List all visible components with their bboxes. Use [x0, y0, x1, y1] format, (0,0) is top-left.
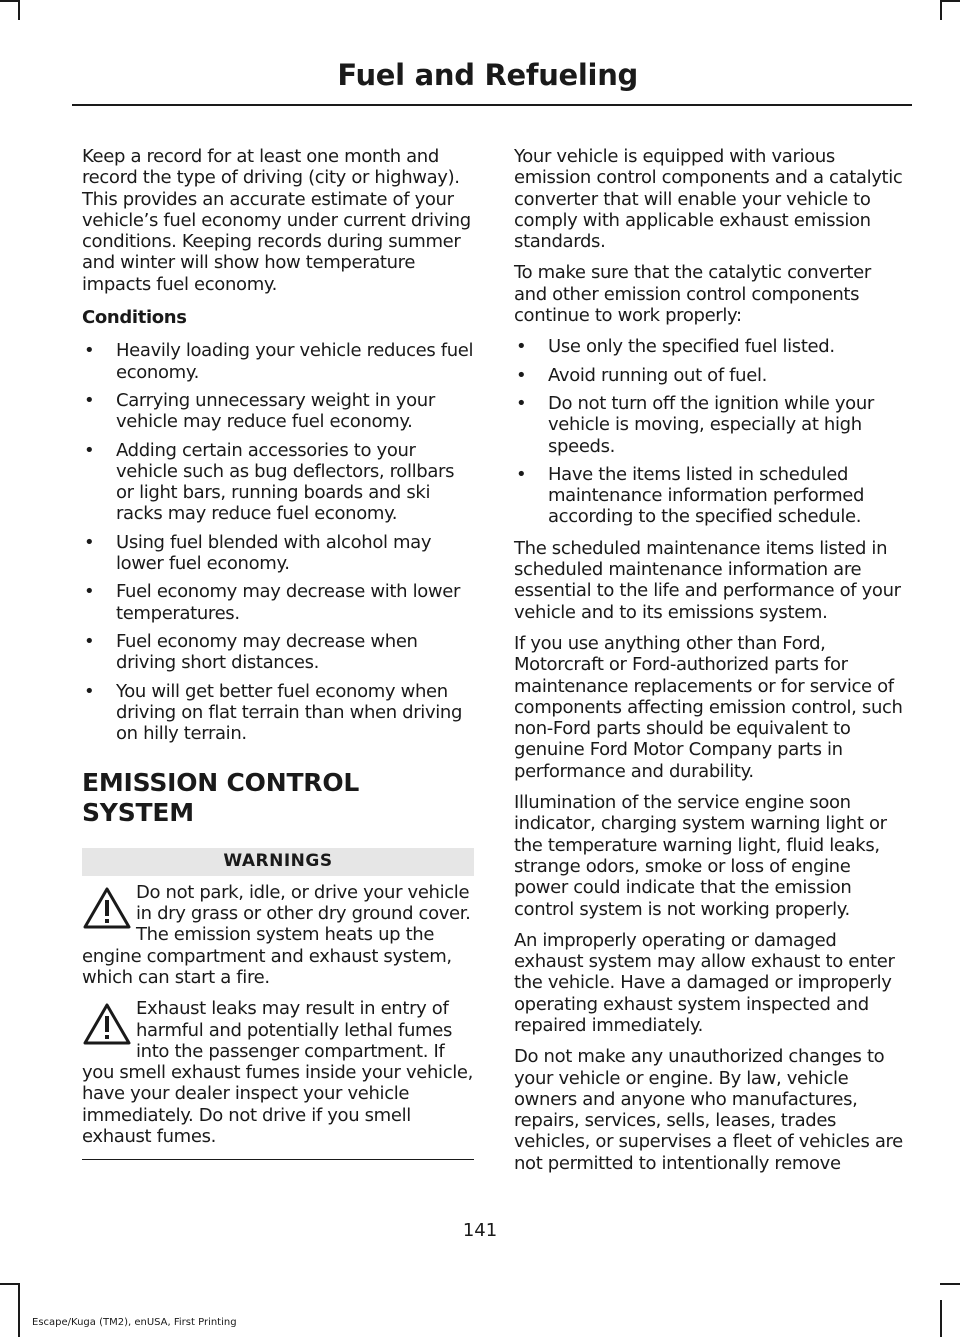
paragraph: If you use anything other than Ford, Motorcraft or Ford-authorized parts for maintenance replacements or for service of components affecting emission control, such non-Ford parts should be equivalent to genuine Ford Motor Company parts in performance and durability.: [514, 632, 903, 782]
intro-paragraph: Keep a record for at least one month and record the type of driving (city or highway). This provides an accurate estimate of your vehicle’s fuel economy under current driving conditions. Keeping records during summer and winter will show how temperature impacts fuel economy.: [82, 146, 471, 295]
list-item: • Using fuel blended with alcohol may lower fuel economy.: [82, 532, 474, 575]
warnings-heading: WARNINGS: [82, 848, 474, 875]
crop-mark-bottom-right: [940, 1283, 960, 1285]
paragraph: The scheduled maintenance items listed in scheduled maintenance information are essential to the life and performance of your vehicle and to its emissions system.: [514, 537, 901, 623]
list-item: • Fuel economy may decrease with lower temperatures.: [82, 581, 474, 624]
warning-triangle-icon: [82, 886, 132, 930]
header-rule: [72, 104, 912, 106]
list-item: • Avoid running out of fuel.: [514, 365, 906, 386]
paragraph: Do not make any unauthorized changes to your vehicle or engine. By law, vehicle owners and anyone who manufactures, repairs, services, sells, leases, trades vehicles, or supervises a fleet of vehicles are not permitted to intentionally remove: [514, 1046, 903, 1174]
edition-footer: Escape/Kuga (TM2), enUSA, First Printing: [32, 1317, 237, 1328]
emission-bullets: [514, 336, 906, 527]
conditions-heading: Conditions: [82, 307, 187, 329]
warning-text: Do not park, idle, or drive your vehicle in dry grass or other dry ground cover. The emission system heats up the engine compartment and exhaust system, which can start a fire.: [82, 881, 471, 988]
section-heading: EMISSION CONTROL SYSTEM: [82, 768, 360, 828]
crop-mark-top-left-v: [18, 0, 20, 20]
warnings-end-rule: [82, 1159, 474, 1160]
paragraph: An improperly operating or damaged exhaust system may allow exhaust to enter the vehicle. Have a damaged or improperly operating exhaust system inspected and repaired immediately.: [514, 929, 895, 1036]
list-item: • Use only the specified fuel listed.: [514, 336, 906, 357]
warning-item: [82, 882, 474, 988]
page-title: Fuel and Refueling: [337, 58, 638, 92]
crop-mark-top-right: [940, 0, 960, 2]
page-number: 141: [462, 1220, 498, 1241]
conditions-list: [82, 340, 474, 744]
paragraph: Illumination of the service engine soon indicator, charging system warning light or the temperature warning light, fluid leaks, strange odors, smoke or loss of engine power could indicate that the emission control system is not working properly.: [514, 792, 887, 920]
crop-mark-top-right-v: [940, 0, 942, 20]
list-item: • Do not turn off the ignition while your vehicle is moving, especially at high speeds.: [514, 393, 906, 457]
right-column: [514, 146, 906, 1184]
list-item: • Heavily loading your vehicle reduces fuel economy.: [82, 340, 474, 383]
paragraph: To make sure that the catalytic converter and other emission control components continue to work properly:: [514, 262, 871, 327]
crop-mark-bottom-right-v: [940, 1300, 942, 1337]
paragraph: Your vehicle is equipped with various emission control components and a catalytic converter that will enable your vehicle to comply with applicable exhaust emission standards.: [514, 146, 903, 253]
list-item: • Fuel economy may decrease when driving short distances.: [82, 631, 474, 674]
left-column: [82, 146, 474, 1160]
crop-mark-bottom-left-v: [18, 1283, 20, 1337]
list-item: • Adding certain accessories to your vehicle such as bug deflectors, rollbars or light bars, running boards and ski racks may reduce fuel economy.: [82, 440, 474, 525]
warning-triangle-icon: [82, 1002, 132, 1046]
list-item: • You will get better fuel economy when driving on flat terrain than when driving on hilly terrain.: [82, 681, 474, 745]
crop-mark-bottom-left: [0, 1283, 20, 1285]
crop-mark-top-left: [0, 0, 20, 2]
list-item: • Have the items listed in scheduled maintenance information performed according to the specified schedule.: [514, 464, 906, 528]
warning-text: Exhaust leaks may result in entry of harmful and potentially lethal fumes into the passenger compartment. If you smell exhaust fumes inside your vehicle, have your dealer inspect your vehicle immediately. Do not drive if you smell exhaust fumes.: [82, 998, 474, 1147]
list-item: • Carrying unnecessary weight in your vehicle may reduce fuel economy.: [82, 390, 474, 433]
warning-item: [82, 998, 474, 1147]
